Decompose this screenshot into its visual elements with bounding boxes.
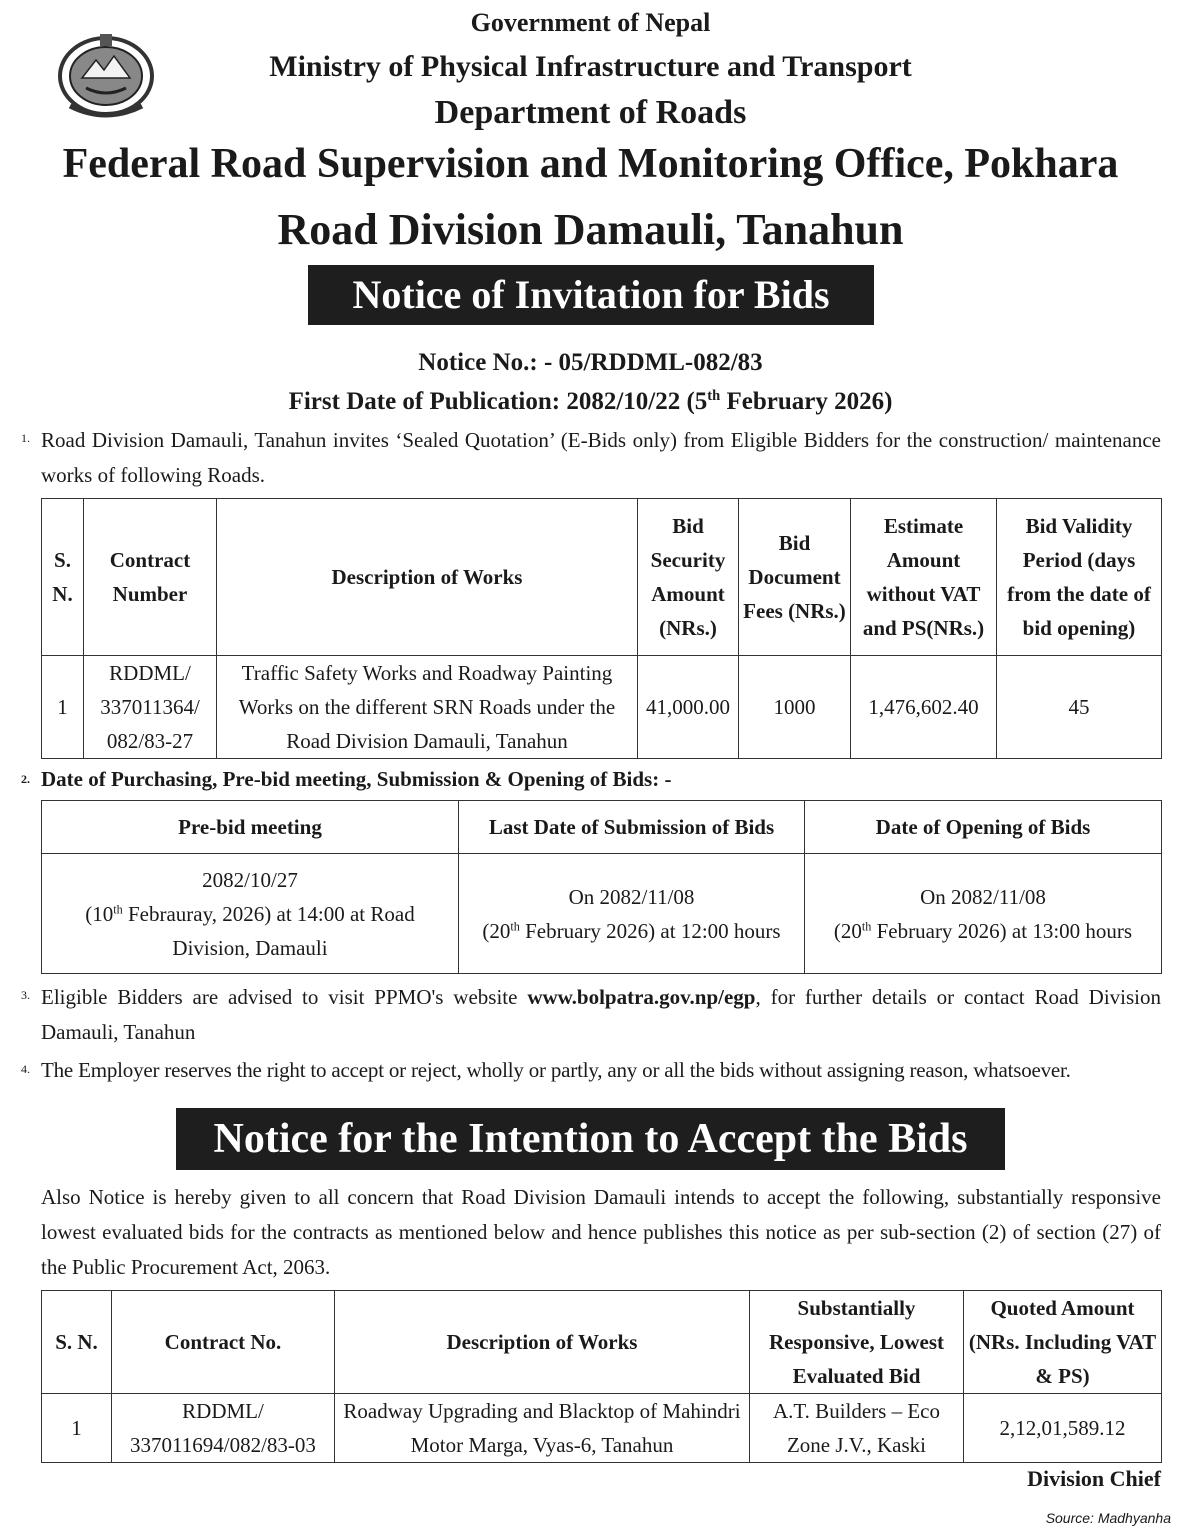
prebid-rest: Febrauray, 2026) at 14:00 at Road Division, Damauli: [127, 901, 415, 960]
table-header-row: [42, 801, 1162, 854]
notice-number-label: Notice No.: -: [418, 349, 553, 376]
col-header-contract: Contract Number: [84, 499, 217, 656]
item-3-text-after: , for further details or contact Road Division Damauli, Tanahun: [41, 985, 1161, 1044]
office-title: Federal Road Supervision and Monitoring Office, Pokhara: [62, 141, 1119, 187]
publication-date: First Date of Publication: 2082/10/22 (5th February 2026): [288, 388, 893, 415]
prebid-suffix: th: [113, 901, 123, 916]
cell-bidder: A.T. Builders – Eco Zone J.V., Kaski: [750, 1394, 964, 1463]
cell-fees: 1000: [739, 656, 851, 759]
prebid-date: 2082/10/27: [202, 867, 298, 892]
opening-rest: February 2026) at 13:00 hours: [876, 918, 1133, 943]
item-number-1: 1.: [21, 431, 30, 445]
submission-suffix: th: [510, 918, 520, 933]
department-title: Department of Roads: [434, 94, 747, 131]
opening-day: (20: [833, 918, 862, 943]
bids-notice-banner: Notice of Invitation for Bids: [308, 265, 874, 325]
cell-submission: [459, 854, 805, 974]
item-number-4: 4.: [21, 1062, 30, 1076]
cell-validity: 45: [997, 656, 1162, 759]
submission-rest: February 2026) at 12:00 hours: [525, 918, 781, 943]
col-header-sn: S. N.: [42, 499, 84, 656]
ppmo-website-link[interactable]: www.bolpatra.gov.np/egp: [527, 985, 756, 1009]
item-1-text: Road Division Damauli, Tanahun invites ‘Sealed Quotation’ (E-Bids only) from Eligible Bidders for the construction/ maintenance works of following Roads.: [41, 428, 1161, 487]
item-number-3: 3.: [21, 988, 30, 1002]
col-header-security: Bid Security Amount (NRs.): [638, 499, 739, 656]
cell-sn: 1: [42, 656, 84, 759]
notice-number: [0, 349, 1181, 377]
notice-number-value: 05/RDDML-082/83: [558, 349, 763, 376]
submission-date: On 2082/11/08: [568, 884, 695, 909]
cell-opening: [805, 854, 1162, 974]
submission-day: (20: [482, 918, 511, 943]
dates-table: [41, 800, 1162, 974]
accept-table: [41, 1290, 1162, 1463]
col-header-prebid: Pre-bid meeting: [42, 801, 459, 854]
item-4-text: The Employer reserves the right to accept or reject, wholly or partly, any or all the bids without assigning reason, whatsoever.: [41, 1058, 1071, 1082]
cell-prebid: [42, 854, 459, 974]
publication-date-label: First Date of Publication:: [288, 388, 561, 415]
table-row: [42, 656, 1162, 759]
accept-notice-text: Also Notice is hereby given to all concern that Road Division Damauli intends to accept the following, substantially responsive lowest evaluated bids for the contracts as mentioned below and hence publishes this notice as per sub-section (2) of section (27) of the Public Procurement Act, 2063.: [41, 1185, 1161, 1279]
cell-security: 41,000.00: [638, 656, 739, 759]
cell-amount: 2,12,01,589.12: [964, 1394, 1162, 1463]
col-header-submission: Last Date of Submission of Bids: [459, 801, 805, 854]
table-row: [42, 1394, 1162, 1463]
ministry-title: Ministry of Physical Infrastructure and Transport: [269, 50, 912, 83]
prebid-day: (10: [85, 901, 114, 926]
item-3-text: [41, 980, 1161, 1050]
item-number-2: 2.: [21, 772, 30, 786]
item-2-text: Date of Purchasing, Pre-bid meeting, Submission & Opening of Bids: -: [41, 767, 672, 791]
opening-suffix: th: [861, 918, 872, 933]
cell-description: Roadway Upgrading and Blacktop of Mahindri Motor Marga, Vyas-6, Tanahun: [335, 1394, 750, 1463]
bids-table: [41, 498, 1162, 759]
accept-notice-banner: Notice for the Intention to Accept the Bids: [176, 1108, 1005, 1170]
table-header-row: [42, 1291, 1162, 1394]
col-header-validity: Bid Validity Period (days from the date of bid opening): [997, 499, 1162, 656]
cell-sn: 1: [42, 1394, 112, 1463]
table-row: [42, 854, 1162, 974]
cell-estimate: 1,476,602.40: [851, 656, 997, 759]
opening-date: On 2082/11/08: [920, 884, 1046, 909]
cell-contract: RDDML/ 337011364/ 082/83-27: [84, 656, 217, 759]
col-header-description: Description of Works: [335, 1291, 750, 1394]
publication-date-day: 5: [694, 388, 708, 415]
cell-contract: RDDML/ 337011694/082/83-03: [112, 1394, 335, 1463]
col-header-opening: Date of Opening of Bids: [805, 801, 1162, 854]
col-header-estimate: Estimate Amount without VAT and PS(NRs.): [851, 499, 997, 656]
publication-date-suffix: th: [707, 388, 721, 405]
table-header-row: [42, 499, 1162, 656]
item-3-text-before: Eligible Bidders are advised to visit PPMO's website: [41, 985, 518, 1009]
source-credit: Source: Madhyanha: [1045, 1510, 1171, 1526]
col-header-amount: Quoted Amount (NRs. Including VAT & PS): [964, 1291, 1162, 1394]
signature-title: Division Chief: [1027, 1466, 1161, 1491]
cell-description: Traffic Safety Works and Roadway Painting Works on the different SRN Roads under the Road Division Damauli, Tanahun: [217, 656, 638, 759]
col-header-contract: Contract No.: [112, 1291, 335, 1394]
col-header-sn: S. N.: [42, 1291, 112, 1394]
col-header-description: Description of Works: [217, 499, 638, 656]
government-title: Government of Nepal: [470, 8, 711, 37]
publication-date-np: 2082/10/22: [566, 388, 681, 415]
division-title: Road Division Damauli, Tanahun: [277, 205, 904, 254]
col-header-bidder: Substantially Responsive, Lowest Evaluated Bid: [750, 1291, 964, 1394]
col-header-fees: Bid Document Fees (NRs.): [739, 499, 851, 656]
publication-date-rest: February 2026): [726, 388, 893, 415]
